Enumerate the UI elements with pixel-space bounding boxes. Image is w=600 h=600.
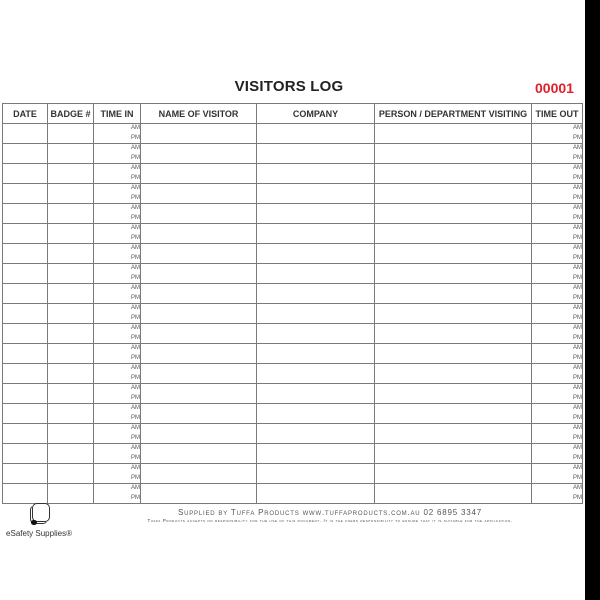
- company-cell[interactable]: [257, 284, 375, 304]
- person-department-cell[interactable]: [375, 244, 532, 264]
- am-label: AM: [573, 285, 582, 291]
- badge-cell[interactable]: [48, 424, 94, 444]
- time-in-cell[interactable]: [94, 484, 141, 504]
- time-out-cell[interactable]: [532, 444, 583, 464]
- date-cell[interactable]: [3, 384, 48, 404]
- time-in-cell[interactable]: [94, 404, 141, 424]
- person-department-cell[interactable]: [375, 324, 532, 344]
- badge-cell[interactable]: [48, 244, 94, 264]
- pm-label: PM: [573, 134, 582, 141]
- table-row: [3, 444, 583, 464]
- person-department-cell[interactable]: [375, 164, 532, 184]
- visitor-name-cell[interactable]: [141, 184, 257, 204]
- person-department-cell[interactable]: [375, 444, 532, 464]
- time-in-cell[interactable]: [94, 244, 141, 264]
- badge-cell[interactable]: [48, 324, 94, 344]
- time-in-cell[interactable]: [94, 464, 141, 484]
- pm-label: PM: [131, 254, 140, 261]
- am-label: AM: [131, 265, 140, 271]
- badge-cell[interactable]: [48, 404, 94, 424]
- company-cell[interactable]: [257, 364, 375, 384]
- pm-label: PM: [573, 434, 582, 441]
- time-out-cell[interactable]: [532, 464, 583, 484]
- badge-cell[interactable]: [48, 224, 94, 244]
- am-label: AM: [573, 405, 582, 411]
- column-header-badge: BADGE #: [48, 104, 94, 124]
- pm-label: PM: [131, 134, 140, 141]
- am-label: AM: [573, 385, 582, 391]
- person-department-cell[interactable]: [375, 464, 532, 484]
- pm-label: PM: [131, 154, 140, 161]
- visitor-name-cell[interactable]: [141, 404, 257, 424]
- time-out-cell[interactable]: [532, 124, 583, 144]
- am-label: AM: [573, 165, 582, 171]
- person-department-cell[interactable]: [375, 144, 532, 164]
- badge-cell[interactable]: [48, 484, 94, 504]
- pm-label: PM: [573, 274, 582, 281]
- date-cell[interactable]: [3, 164, 48, 184]
- am-label: AM: [131, 185, 140, 191]
- pm-label: PM: [131, 174, 140, 181]
- am-label: AM: [573, 445, 582, 451]
- am-label: AM: [131, 245, 140, 251]
- date-cell[interactable]: [3, 264, 48, 284]
- visitor-name-cell[interactable]: [141, 164, 257, 184]
- company-cell[interactable]: [257, 344, 375, 364]
- table-row: [3, 284, 583, 304]
- am-label: AM: [131, 165, 140, 171]
- time-out-cell[interactable]: [532, 344, 583, 364]
- company-cell[interactable]: [257, 164, 375, 184]
- pm-label: PM: [131, 474, 140, 481]
- pm-label: PM: [573, 334, 582, 341]
- table-row: [3, 124, 583, 144]
- time-in-cell[interactable]: [94, 324, 141, 344]
- column-header-name-of-visitor: NAME OF VISITOR: [141, 104, 257, 124]
- time-out-cell[interactable]: [532, 264, 583, 284]
- badge-cell[interactable]: [48, 364, 94, 384]
- table-row: [3, 344, 583, 364]
- am-label: AM: [573, 245, 582, 251]
- am-label: AM: [131, 305, 140, 311]
- am-label: AM: [573, 145, 582, 151]
- disclaimer: Tuffa Products accepts no responsibility for the use of this document. It is the users responsibility to ensure that it is suitable for the application.: [147, 518, 513, 523]
- badge-cell[interactable]: [48, 204, 94, 224]
- pm-label: PM: [131, 294, 140, 301]
- company-cell[interactable]: [257, 264, 375, 284]
- pm-label: PM: [131, 334, 140, 341]
- pm-label: PM: [131, 454, 140, 461]
- pm-label: PM: [573, 174, 582, 181]
- am-label: AM: [131, 365, 140, 371]
- table-row: [3, 384, 583, 404]
- am-label: AM: [573, 425, 582, 431]
- pm-label: PM: [131, 274, 140, 281]
- pm-label: PM: [131, 434, 140, 441]
- badge-cell[interactable]: [48, 144, 94, 164]
- visitor-name-cell[interactable]: [141, 264, 257, 284]
- time-in-cell[interactable]: [94, 304, 141, 324]
- company-cell[interactable]: [257, 204, 375, 224]
- pm-label: PM: [573, 454, 582, 461]
- visitor-name-cell[interactable]: [141, 384, 257, 404]
- am-label: AM: [573, 325, 582, 331]
- am-label: AM: [573, 125, 582, 131]
- table-row: [3, 304, 583, 324]
- am-label: AM: [131, 385, 140, 391]
- serial-number: 00001: [535, 80, 574, 96]
- company-cell[interactable]: [257, 404, 375, 424]
- visitor-name-cell[interactable]: [141, 344, 257, 364]
- table-row: [3, 424, 583, 444]
- date-cell[interactable]: [3, 484, 48, 504]
- person-department-cell[interactable]: [375, 404, 532, 424]
- pm-label: PM: [573, 294, 582, 301]
- time-out-cell[interactable]: [532, 184, 583, 204]
- visitor-name-cell[interactable]: [141, 244, 257, 264]
- time-in-cell[interactable]: [94, 184, 141, 204]
- time-in-cell[interactable]: [94, 364, 141, 384]
- logo-text: eSafety Supplies®: [6, 529, 72, 538]
- am-label: AM: [573, 465, 582, 471]
- person-department-cell[interactable]: [375, 484, 532, 504]
- person-department-cell[interactable]: [375, 264, 532, 284]
- badge-cell[interactable]: [48, 444, 94, 464]
- visitor-name-cell[interactable]: [141, 484, 257, 504]
- date-cell[interactable]: [3, 204, 48, 224]
- date-cell[interactable]: [3, 464, 48, 484]
- visitor-name-cell[interactable]: [141, 364, 257, 384]
- pm-label: PM: [573, 474, 582, 481]
- column-header-person-department: PERSON / DEPARTMENT VISITING: [375, 104, 532, 124]
- table-row: [3, 224, 583, 244]
- date-cell[interactable]: [3, 184, 48, 204]
- date-cell[interactable]: [3, 364, 48, 384]
- am-label: AM: [131, 345, 140, 351]
- person-department-cell[interactable]: [375, 364, 532, 384]
- person-department-cell[interactable]: [375, 124, 532, 144]
- time-in-cell[interactable]: [94, 384, 141, 404]
- am-label: AM: [131, 285, 140, 291]
- pm-label: PM: [131, 234, 140, 241]
- visitor-name-cell[interactable]: [141, 124, 257, 144]
- time-in-cell[interactable]: [94, 204, 141, 224]
- person-department-cell[interactable]: [375, 224, 532, 244]
- date-cell[interactable]: [3, 124, 48, 144]
- am-label: AM: [573, 185, 582, 191]
- time-in-cell[interactable]: [94, 224, 141, 244]
- time-out-cell[interactable]: [532, 224, 583, 244]
- company-cell[interactable]: [257, 384, 375, 404]
- company-cell[interactable]: [257, 144, 375, 164]
- time-out-cell[interactable]: [532, 284, 583, 304]
- time-in-cell[interactable]: [94, 344, 141, 364]
- am-label: AM: [573, 345, 582, 351]
- time-out-cell[interactable]: [532, 324, 583, 344]
- pm-label: PM: [573, 214, 582, 221]
- table-row: [3, 264, 583, 284]
- am-label: AM: [573, 485, 582, 491]
- pm-label: PM: [573, 154, 582, 161]
- date-cell[interactable]: [3, 444, 48, 464]
- date-cell[interactable]: [3, 404, 48, 424]
- am-label: AM: [573, 305, 582, 311]
- esafety-logo: [4, 503, 74, 538]
- table-row: [3, 164, 583, 184]
- column-header-date: DATE: [3, 104, 48, 124]
- badge-cell[interactable]: [48, 164, 94, 184]
- pm-label: PM: [573, 194, 582, 201]
- am-label: AM: [573, 365, 582, 371]
- date-cell[interactable]: [3, 224, 48, 244]
- time-out-cell[interactable]: [532, 404, 583, 424]
- supplier-line: Supplied by Tuffa Products www.tuffaproducts.com.au 02 6895 3347: [177, 508, 482, 517]
- time-out-cell[interactable]: [532, 364, 583, 384]
- badge-cell[interactable]: [48, 184, 94, 204]
- esafety-logo-icon: [28, 503, 50, 525]
- am-label: AM: [131, 205, 140, 211]
- company-cell[interactable]: [257, 304, 375, 324]
- table-row: [3, 184, 583, 204]
- time-in-cell[interactable]: [94, 444, 141, 464]
- time-out-cell[interactable]: [532, 304, 583, 324]
- person-department-cell[interactable]: [375, 424, 532, 444]
- am-label: AM: [573, 265, 582, 271]
- time-out-cell[interactable]: [532, 204, 583, 224]
- pm-label: PM: [131, 374, 140, 381]
- pm-label: PM: [573, 314, 582, 321]
- visitors-log-table: [2, 103, 583, 504]
- company-cell[interactable]: [257, 424, 375, 444]
- date-cell[interactable]: [3, 424, 48, 444]
- table-row: [3, 244, 583, 264]
- visitor-name-cell[interactable]: [141, 444, 257, 464]
- am-label: AM: [131, 425, 140, 431]
- pm-label: PM: [573, 394, 582, 401]
- person-department-cell[interactable]: [375, 184, 532, 204]
- table-header-row: [3, 104, 583, 124]
- company-cell[interactable]: [257, 124, 375, 144]
- date-cell[interactable]: [3, 344, 48, 364]
- company-cell[interactable]: [257, 464, 375, 484]
- badge-cell[interactable]: [48, 304, 94, 324]
- company-cell[interactable]: [257, 444, 375, 464]
- person-department-cell[interactable]: [375, 284, 532, 304]
- column-header-time-out: TIME OUT: [532, 104, 583, 124]
- table-row: [3, 204, 583, 224]
- pm-label: PM: [131, 314, 140, 321]
- pm-label: PM: [573, 354, 582, 361]
- table-row: [3, 464, 583, 484]
- company-cell[interactable]: [257, 224, 375, 244]
- time-in-cell[interactable]: [94, 164, 141, 184]
- time-out-cell[interactable]: [532, 384, 583, 404]
- person-department-cell[interactable]: [375, 384, 532, 404]
- am-label: AM: [131, 445, 140, 451]
- time-in-cell[interactable]: [94, 144, 141, 164]
- date-cell[interactable]: [3, 324, 48, 344]
- person-department-cell[interactable]: [375, 344, 532, 364]
- table-row: [3, 324, 583, 344]
- pm-label: PM: [131, 394, 140, 401]
- am-label: AM: [131, 125, 140, 131]
- table-row: [3, 144, 583, 164]
- badge-cell[interactable]: [48, 264, 94, 284]
- am-label: AM: [131, 485, 140, 491]
- table-row: [3, 484, 583, 504]
- column-header-time-in: TIME IN: [94, 104, 141, 124]
- time-in-cell[interactable]: [94, 124, 141, 144]
- time-in-cell[interactable]: [94, 264, 141, 284]
- badge-cell[interactable]: [48, 384, 94, 404]
- time-out-cell[interactable]: [532, 484, 583, 504]
- time-out-cell[interactable]: [532, 244, 583, 264]
- visitor-name-cell[interactable]: [141, 144, 257, 164]
- am-label: AM: [573, 205, 582, 211]
- visitor-name-cell[interactable]: [141, 324, 257, 344]
- page-title: VISITORS LOG: [234, 78, 344, 95]
- person-department-cell[interactable]: [375, 304, 532, 324]
- table-row: [3, 404, 583, 424]
- pm-label: PM: [573, 374, 582, 381]
- company-cell[interactable]: [257, 484, 375, 504]
- date-cell[interactable]: [3, 284, 48, 304]
- time-out-cell[interactable]: [532, 164, 583, 184]
- black-edge-strip: [585, 0, 600, 600]
- badge-cell[interactable]: [48, 464, 94, 484]
- person-department-cell[interactable]: [375, 204, 532, 224]
- pm-label: PM: [131, 194, 140, 201]
- visitor-name-cell[interactable]: [141, 204, 257, 224]
- am-label: AM: [573, 225, 582, 231]
- am-label: AM: [131, 145, 140, 151]
- pm-label: PM: [573, 234, 582, 241]
- date-cell[interactable]: [3, 244, 48, 264]
- time-in-cell[interactable]: [94, 284, 141, 304]
- company-cell[interactable]: [257, 244, 375, 264]
- pm-label: PM: [573, 494, 582, 501]
- am-label: AM: [131, 405, 140, 411]
- time-in-cell[interactable]: [94, 424, 141, 444]
- am-label: AM: [131, 225, 140, 231]
- visitor-name-cell[interactable]: [141, 464, 257, 484]
- badge-cell[interactable]: [48, 284, 94, 304]
- pm-label: PM: [131, 494, 140, 501]
- company-cell[interactable]: [257, 184, 375, 204]
- badge-cell[interactable]: [48, 124, 94, 144]
- visitor-name-cell[interactable]: [141, 304, 257, 324]
- visitor-name-cell[interactable]: [141, 284, 257, 304]
- company-cell[interactable]: [257, 324, 375, 344]
- pm-label: PM: [131, 414, 140, 421]
- am-label: AM: [131, 325, 140, 331]
- visitor-name-cell[interactable]: [141, 224, 257, 244]
- badge-cell[interactable]: [48, 344, 94, 364]
- am-label: AM: [131, 465, 140, 471]
- time-out-cell[interactable]: [532, 144, 583, 164]
- pm-label: PM: [131, 354, 140, 361]
- pm-label: PM: [131, 214, 140, 221]
- date-cell[interactable]: [3, 144, 48, 164]
- date-cell[interactable]: [3, 304, 48, 324]
- visitor-name-cell[interactable]: [141, 424, 257, 444]
- table-body: [3, 124, 583, 504]
- pm-label: PM: [573, 254, 582, 261]
- table-row: [3, 364, 583, 384]
- time-out-cell[interactable]: [532, 424, 583, 444]
- column-header-company: COMPANY: [257, 104, 375, 124]
- pm-label: PM: [573, 414, 582, 421]
